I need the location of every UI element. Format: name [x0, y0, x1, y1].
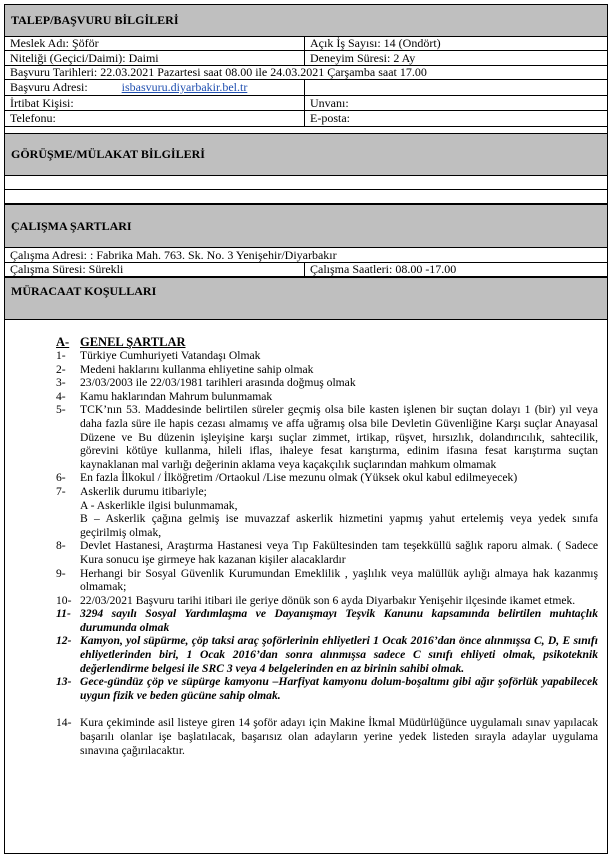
list-item-text [80, 390, 598, 404]
list-item-text [80, 471, 598, 485]
list-item-number: 2- [56, 362, 66, 376]
list-item [56, 634, 598, 675]
unvani: Unvanı: [310, 96, 349, 110]
list-item [56, 390, 598, 404]
section-header-calisma: ÇALIŞMA ŞARTLARI [4, 204, 608, 248]
list-item-text [80, 607, 598, 634]
list-item-number: 14- [56, 716, 72, 730]
basvuru-adresi-label: Başvuru Adresi: [10, 80, 88, 94]
list-item-main: Kamu haklarından Mahrum bulunmamak [80, 389, 273, 403]
list-item-number: 5- [56, 403, 66, 417]
list-item-text [80, 539, 598, 566]
telefonu: Telefonu: [5, 111, 305, 126]
list-item [56, 349, 598, 363]
gorusme-row-2 [4, 190, 608, 204]
irtibat-kisisi: İrtibat Kişisi: [5, 96, 305, 110]
list-item [56, 607, 598, 634]
list-item-sub: A - Askerlikle ilgisi bulunmamak, [80, 498, 238, 512]
row-calisma-adresi [4, 248, 608, 263]
genel-sartlar-num: A- [56, 335, 70, 349]
list-item-main: TCK’nın 53. Maddesinde belirtilen süreler geçmiş olsa bile kasten işlenen bir suçtan dolayı 1 (bir) yıl veya daha fazla süre ile hapis cezası almamış ve affa uğramış olsa bile Devletin Güvenliğine Karşı suçlar Anayasal Düzene ve Bu düzenin işleyişine karşı suçlar zimmet, irtikap, rüşvet, hırsızlık, dolandırıcılık, sahtecilik, görevini kötüye kullanma, hileli iflas, ihaleye fesat karıştırma, edinim ifasına fesat karıştırma suçtan kaynaklanan mal varlığı değerinin aklama veya kaçakçılık suçlarından mahkum olmamak [80, 403, 598, 471]
list-item-text [80, 567, 598, 594]
list-item-text [80, 675, 598, 702]
list-item-number: 7- [56, 484, 66, 498]
meslek-adi: Meslek Adı: Şöför [5, 37, 305, 50]
row-calisma-suresi [4, 263, 608, 277]
list-item-main: Devlet Hastanesi, Araştırma Hastanesi veya Tıp Fakültesinden tam teşekküllü sağlık raporu almak. ( Sadece Kura sonucu işe girmeye hak kazanan kişiler alacaklardır [80, 539, 598, 566]
basvuru-adresi-link[interactable]: isbasvuru.diyarbakir.bel.tr [121, 80, 248, 94]
list-item [56, 485, 598, 539]
list-item-number: 11- [56, 607, 71, 621]
list-item [56, 594, 598, 608]
row-meslek [4, 37, 608, 51]
conditions-list [56, 349, 598, 757]
row-telefon [4, 111, 608, 127]
list-spacer [56, 702, 598, 716]
row-basvuru-tarihleri [4, 66, 608, 80]
list-item-main: Gece-gündüz çöp ve süpürge kamyonu –Harfiyat kamyonu dolum-boşaltımı gibi ağır şoförlük yapabilecek uygun fizik ve beden gücüne sahip olmak. [80, 675, 598, 702]
list-item-text [80, 349, 598, 363]
list-item-text [80, 634, 598, 675]
calisma-suresi: Çalışma Süresi: Sürekli [5, 263, 305, 276]
list-item-number: 1- [56, 349, 66, 362]
genel-sartlar-heading [56, 335, 186, 350]
genel-sartlar-title: GENEL ŞARTLAR [80, 335, 186, 349]
list-item-text [80, 716, 598, 757]
list-item-number: 13- [56, 675, 72, 689]
acik-is-sayisi: Açık İş Sayısı: 14 (Ondört) [310, 37, 441, 50]
list-item-main: Kura çekiminde asil listeye giren 14 şoför adayı için Makine İkmal Müdürlüğünce uygulamalı sınav yapılacak başarılı olanlar işe başlatılacak, başarısız olan adayların yerine yedek listeden sırayla adaylar uygulama sınavına çağırılacaktır. [80, 716, 598, 757]
list-item-number: 8- [56, 539, 66, 553]
list-item-main: Herhangi bir Sosyal Güvenlik Kurumundan Emeklilik , yaşlılık veya malüllük aylığı almaya hak kazanmış olmamak; [80, 566, 598, 594]
list-item [56, 539, 598, 566]
e-posta: E-posta: [310, 111, 350, 125]
gorusme-row-1 [4, 176, 608, 190]
deneyim-suresi: Deneyim Süresi: 2 Ay [310, 51, 416, 65]
niteligi: Niteliği (Geçici/Daimi): Daimi [5, 51, 305, 65]
calisma-saatleri: Çalışma Saatleri: 08.00 -17.00 [310, 263, 457, 276]
row-niteligi [4, 51, 608, 66]
basvuru-adresi-empty [305, 80, 607, 95]
basvuru-adresi [5, 80, 305, 95]
list-item-main: Türkiye Cumhuriyeti Vatandaşı Olmak [80, 349, 261, 362]
row-irtibat [4, 96, 608, 111]
list-item-text [80, 403, 598, 471]
list-item [56, 675, 598, 702]
list-item-text [80, 594, 598, 608]
calisma-adresi: Çalışma Adresi: : Fabrika Mah. 763. Sk. No. 3 Yenişehir/Diyarbakır [10, 248, 337, 262]
list-item-main: Kamyon, yol süpürme, çöp taksi araç şoförlerinin ehliyetleri 1 Ocak 2016’dan önce alınmışsa C, D, E sınıfı ehliyetlerinden biri, 1 Ocak 2016’dan sonra alınmışsa sadece C sınıfı ehliyeti olmak, psikoteknik değerlendirme belgesi ile SRC 3 veya 4 belgelerinden en az birinin sahibi olmak. [80, 634, 598, 675]
list-item-number: 3- [56, 376, 66, 390]
list-item [56, 403, 598, 471]
list-item-main: Medeni haklarını kullanma ehliyetine sahip olmak [80, 362, 314, 376]
list-item-main: 3294 sayılı Sosyal Yardımlaşma ve Dayanışmayı Teşvik Kanunu kapsamında belirtilen muhtaçlık durumunda olmak [80, 607, 598, 634]
list-item-main: Askerlik durumu itibariyle; [80, 484, 207, 498]
list-item-main: En fazla İlkokul / İlköğretim /Ortaokul /Lise mezunu olmak (Yüksek okul kabul edilmeyecek) [80, 471, 518, 485]
section-header-talep: TALEP/BAŞVURU BİLGİLERİ [4, 4, 608, 37]
list-item [56, 376, 598, 390]
list-item-text [80, 376, 598, 390]
list-item-text [80, 363, 598, 377]
list-item-number: 10- [56, 593, 72, 607]
list-item-main: 23/03/2003 ile 22/03/1981 tarihleri arasında doğmuş olmak [80, 376, 356, 390]
list-item [56, 716, 598, 757]
list-item-number: 6- [56, 471, 66, 485]
row-basvuru-adresi [4, 80, 608, 96]
list-item-number: 12- [56, 634, 72, 648]
list-item [56, 471, 598, 485]
list-item-sub: B – Askerlik çağına gelmiş ise muvazzaf askerlik hizmetini yapmış yahut ertelemiş veya yedek sınıfa geçirilmiş olmak, [80, 512, 598, 539]
list-item [56, 363, 598, 377]
list-item-number: 9- [56, 566, 66, 580]
basvuru-tarihleri: Başvuru Tarihleri: 22.03.2021 Pazartesi saat 08.00 ile 24.03.2021 Çarşamba saat 17.00 [10, 66, 427, 79]
list-item [56, 567, 598, 594]
list-item-main: 22/03/2021 Başvuru tarihi itibari ile geriye dönük son 6 ayda Diyarbakır Yenişehir ilçesinde ikamet etmek. [80, 593, 576, 607]
list-item-number: 4- [56, 389, 66, 403]
section-header-muracaat: MÜRACAAT KOŞULLARI [4, 277, 608, 320]
section-header-gorusme: GÖRÜŞME/MÜLAKAT BİLGİLERİ [4, 133, 608, 176]
list-item-text [80, 485, 598, 539]
